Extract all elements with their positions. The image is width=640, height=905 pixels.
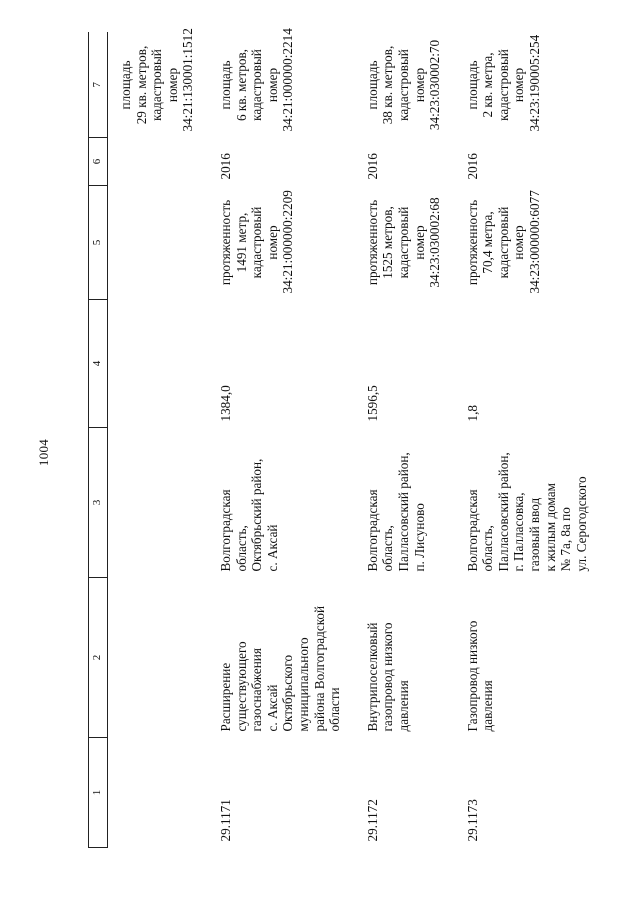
- cell-land-plot-line: 38 кв. метров,: [380, 45, 396, 125]
- cell-characteristics-line: протяженность: [217, 199, 233, 286]
- cell-object-name-line: Внутрипоселковый: [364, 622, 380, 732]
- cell-location-line: Волгоградская: [217, 489, 233, 572]
- cell-object-name-line: газоснабжения: [249, 648, 265, 732]
- cell-characteristics-line: 1491 метр,: [233, 212, 249, 273]
- col-header-4: 4: [89, 300, 108, 428]
- cell-value: [108, 300, 208, 428]
- cell-location-line: с. Аксай: [264, 524, 280, 572]
- cell-value: 1596,5: [364, 385, 380, 422]
- col-header-7: 7: [89, 33, 108, 138]
- cell-characteristics-line: 34:21:000000:2209: [280, 190, 296, 294]
- table-row: [455, 33, 602, 848]
- cell-object-name-line: давления: [480, 680, 496, 732]
- cell-land-plot-line: 6 кв. метров,: [233, 49, 249, 121]
- cell-value: 1384,0: [217, 385, 233, 422]
- col-header-1: 1: [89, 738, 108, 848]
- cell-object-name: [455, 578, 602, 738]
- cell-characteristics: [355, 186, 455, 300]
- cell-location-line: к жилым домам: [542, 483, 558, 572]
- cell-number: [108, 738, 208, 848]
- cell-land-plot-line: 34:23:030002:70: [427, 39, 443, 131]
- cell-object-name-line: давления: [395, 680, 411, 732]
- cell-location: [355, 428, 455, 578]
- cell-object-name: [208, 578, 355, 738]
- cell-location-line: Октябрьский район,: [249, 458, 265, 572]
- table-body: [108, 28, 602, 848]
- cell-land-plot-line: кадастровый номер: [249, 49, 280, 121]
- cell-object-name-line: Расширение: [217, 662, 233, 732]
- cell-characteristics-line: 34:23:030002:68: [427, 197, 443, 288]
- cell-land-plot-line: 2 кв. метра,: [480, 52, 496, 118]
- cell-object-name-line: Октябрьского: [280, 654, 296, 732]
- header-row: [89, 33, 108, 848]
- cell-location-line: газовый ввод: [527, 497, 543, 572]
- cell-location: [108, 428, 208, 578]
- cell-location-line: область,: [480, 525, 496, 572]
- cell-year: 2016: [364, 153, 380, 180]
- cell-characteristics-line: 34:23:000000:6077: [527, 190, 543, 294]
- table-row: [208, 33, 355, 848]
- cell-object-name-line: района Волгоградской: [311, 605, 327, 732]
- cell-land-plot: [108, 28, 208, 138]
- cell-land-plot: [455, 33, 602, 138]
- cell-location-line: г. Палласовка,: [511, 492, 527, 572]
- cell-year: [108, 138, 208, 186]
- cell-year: 2016: [464, 153, 480, 180]
- cell-land-plot-line: 34:21:130001:1512: [180, 28, 196, 132]
- cell-location-line: ул. Серогодского: [573, 476, 589, 572]
- col-header-3: 3: [89, 428, 108, 578]
- cell-location-line: область,: [380, 525, 396, 572]
- cell-characteristics-line: кадастровый номер: [495, 206, 527, 279]
- cell-land-plot-line: кадастровый номер: [495, 49, 527, 121]
- cell-location-line: Палласовский район,: [495, 452, 511, 572]
- cell-land-plot-line: площадь: [464, 60, 480, 110]
- page-number: 1004: [36, 438, 51, 467]
- cell-location-line: п. Лисуново: [411, 503, 427, 572]
- col-header-2: 2: [89, 578, 108, 738]
- cell-characteristics-line: кадастровый номер: [249, 206, 280, 279]
- cell-characteristics: [208, 186, 355, 300]
- cell-characteristics-line: 70,4 метра,: [480, 211, 496, 274]
- cell-object-name: [355, 578, 455, 738]
- cell-location: [455, 428, 602, 578]
- cell-land-plot-line: кадастровый номер: [395, 49, 427, 121]
- cell-object-name-line: с. Аксай: [264, 684, 280, 732]
- cell-characteristics-line: протяженность: [464, 199, 480, 286]
- cell-land-plot-line: площадь: [217, 60, 233, 110]
- table-row: [108, 33, 208, 848]
- cell-land-plot-line: 34:23:190005:254: [527, 34, 543, 132]
- cell-number: 29.1171: [217, 799, 233, 842]
- cell-land-plot-line: 29 кв. метров,: [133, 45, 149, 125]
- cell-land-plot-line: 34:21:000000:2214: [280, 28, 296, 132]
- cell-location: [208, 428, 355, 578]
- cell-location-line: № 7а, 8а по: [558, 507, 574, 572]
- register-table: [88, 28, 601, 849]
- cell-land-plot-line: площадь: [364, 60, 380, 110]
- cell-object-name-line: области: [327, 687, 343, 732]
- cell-object-name-line: Газопровод низкого: [464, 620, 480, 732]
- cell-value: 1,8: [464, 405, 480, 422]
- cell-location-line: область,: [233, 525, 249, 572]
- cell-land-plot-line: площадь: [118, 60, 133, 110]
- col-header-6: 6: [89, 138, 108, 186]
- cell-land-plot: [355, 33, 455, 138]
- table-row: [355, 33, 455, 848]
- cell-land-plot-line: кадастровый номер: [149, 49, 180, 121]
- cell-characteristics-line: протяженность: [364, 199, 380, 286]
- cell-object-name-line: газопровод низкого: [380, 622, 396, 732]
- cell-characteristics-line: 1525 метров,: [380, 206, 396, 279]
- cell-object-name-line: существующего: [233, 641, 249, 732]
- cell-object-name-line: муниципального: [295, 637, 311, 732]
- col-header-5: 5: [89, 186, 108, 300]
- cell-characteristics-line: кадастровый номер: [395, 206, 427, 279]
- cell-number: 29.1173: [464, 799, 480, 842]
- cell-land-plot: [208, 28, 355, 138]
- cell-location-line: Волгоградская: [364, 489, 380, 572]
- cell-location-line: Волгоградская: [464, 489, 480, 572]
- cell-location-line: Палласовский район,: [395, 452, 411, 572]
- cell-number: 29.1172: [364, 799, 380, 842]
- cell-object-name: [108, 578, 208, 738]
- cell-year: 2016: [217, 153, 233, 180]
- cell-characteristics: [108, 186, 208, 300]
- cell-characteristics: [455, 186, 602, 300]
